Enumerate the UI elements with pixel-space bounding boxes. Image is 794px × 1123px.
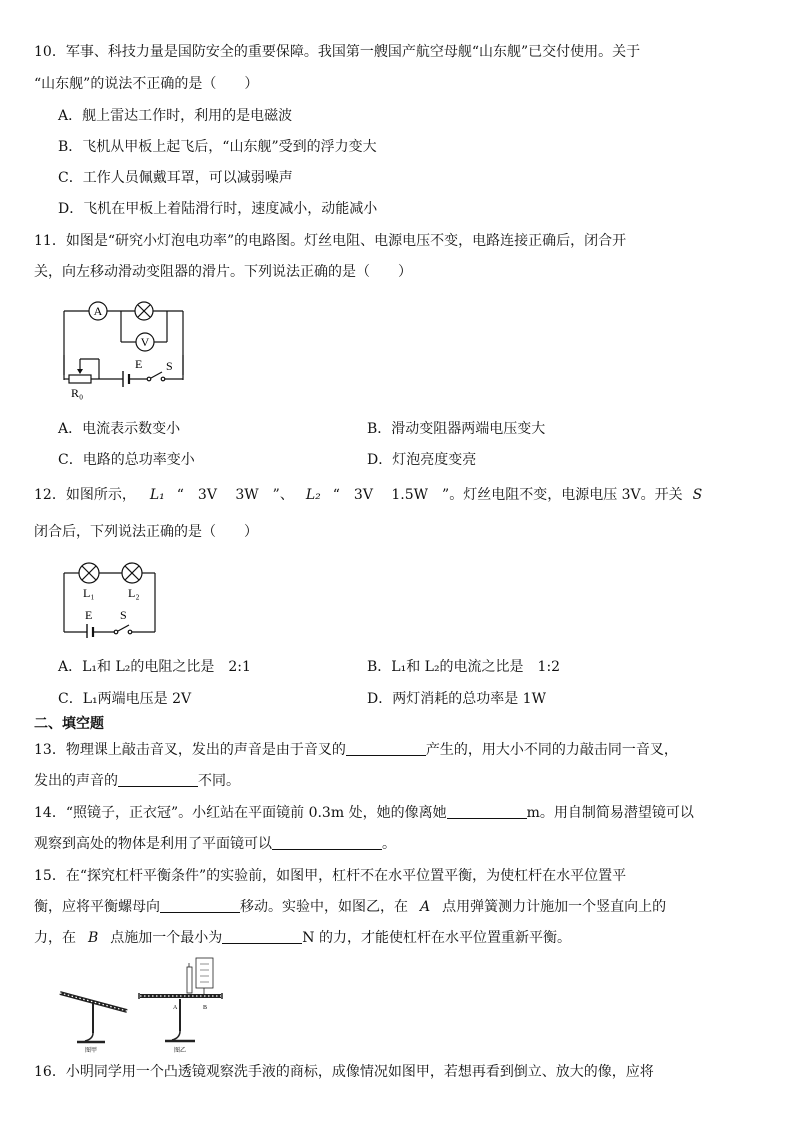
ammeter-label: A xyxy=(93,304,103,318)
q14-text-a: 14．“照镜子，正衣冠”。小红站在平面镜前 0.3m 处，她的像离她 xyxy=(34,805,447,821)
q15-text-c: 移动。实验中，如图乙，在 xyxy=(240,899,408,915)
q10-option-c: C．工作人员佩戴耳罩，可以减弱噪声 xyxy=(58,170,293,186)
q13-blank-1[interactable] xyxy=(346,741,426,756)
q12-stem-line1 xyxy=(34,485,702,505)
switch-label: S xyxy=(120,608,127,622)
q14-text-d: 。 xyxy=(382,836,396,852)
q10-option-b: B．飞机从甲板上起飞后，“山东舰”受到的浮力变大 xyxy=(58,139,377,155)
q13-text-c: 发出的声音的 xyxy=(34,773,118,789)
q15-stem-line2 xyxy=(34,897,666,917)
q15-stem-line3 xyxy=(34,928,571,948)
lamp1-label: L₁ xyxy=(83,586,95,600)
q15-text-g: N 的力，才能使杠杆在水平位置重新平衡。 xyxy=(302,930,571,946)
q15-stem-line1: 15．在“探究杠杆平衡条件”的实验前，如图甲，杠杆不在水平位置平衡，为使杠杆在水平位置平 xyxy=(34,868,627,884)
q15-blank-2[interactable] xyxy=(222,929,302,944)
lever-point-a: A xyxy=(173,1005,178,1011)
q14-blank-1[interactable] xyxy=(447,804,527,819)
q15-text-e: 力，在 xyxy=(34,930,76,946)
q15-lever-figures xyxy=(55,955,235,1055)
q14-text-c: 观察到高处的物体是利用了平面镜可以 xyxy=(34,836,272,852)
q15-text-b: 衡，应将平衡螺母向 xyxy=(34,899,160,915)
switch-label: S xyxy=(166,359,173,373)
rheostat-label: R₀ xyxy=(71,386,84,400)
lever-horizontal xyxy=(139,958,222,1041)
q11-circuit-diagram-lower xyxy=(55,355,195,400)
q11-stem-line2: 关，向左移动滑动变阻器的滑片。下列说法正确的是（ ） xyxy=(34,264,412,280)
q12-switch-name: S xyxy=(692,487,703,503)
fig-label-jia: 图甲 xyxy=(85,1048,98,1054)
q13-text-d: 不同。 xyxy=(198,773,240,789)
q10-stem-line1: 10．军事、科技力量是国防安全的重要保障。我国第一艘国产航空母舰“山东舰”已交付使用。关于 xyxy=(34,44,641,60)
q15-text-f: 点施加一个最小为 xyxy=(110,930,223,946)
lever-tilted xyxy=(60,993,127,1042)
q12-lamp2-name: L₂ xyxy=(305,487,321,503)
q14-blank-2[interactable] xyxy=(272,835,382,850)
q15-blank-1[interactable] xyxy=(160,898,240,913)
q11-option-d: D．灯泡亮度变亮 xyxy=(367,452,477,468)
q14-stem-line2 xyxy=(34,834,396,854)
q13-stem-line1 xyxy=(34,740,678,760)
q15-text-d: 点用弹簧测力计施加一个竖直向上的 xyxy=(442,899,667,915)
lamp2-label: L₂ xyxy=(128,586,140,600)
q12-lamp1-spec: “ 3V 3W ”、 xyxy=(176,487,294,503)
q11-option-a: A．电流表示数变小 xyxy=(58,421,181,437)
q11-stem-line1: 11．如图是“研究小灯泡电功率”的电路图。灯丝电阻、电源电压不变，电路连接正确后，闭合开 xyxy=(34,233,627,249)
q12-option-d: D．两灯消耗的总功率是 1W xyxy=(367,691,546,707)
section-heading: 二、填空题 xyxy=(34,716,104,732)
q12-option-c: C．L₁两端电压是 2V xyxy=(58,691,192,707)
q12-stem-line2: 闭合后，下列说法正确的是（ ） xyxy=(34,524,258,540)
q12-lamp1-name: L₁ xyxy=(149,487,165,503)
q10-stem-line2: “山东舰”的说法不正确的是（ ） xyxy=(34,76,259,92)
q10-option-d: D．飞机在甲板上着陆滑行时，速度减小，动能减小 xyxy=(58,201,378,217)
q11-option-c: C．电路的总功率变小 xyxy=(58,452,195,468)
q15-point-a: A xyxy=(420,899,431,915)
fig-label-yi: 图乙 xyxy=(174,1048,187,1054)
rheostat-symbol xyxy=(69,375,91,383)
q13-text-a: 13．物理课上敲击音叉，发出的声音是由于音叉的 xyxy=(34,742,346,758)
q13-blank-2[interactable] xyxy=(118,772,198,787)
q11-option-b: B．滑动变阻器两端电压变大 xyxy=(367,421,546,437)
q15-point-b: B xyxy=(88,930,99,946)
q12-circuit-diagram xyxy=(58,560,163,638)
q12-option-a: A．L₁和 L₂的电阻之比是 2:1 xyxy=(58,659,251,675)
battery-label: E xyxy=(85,608,93,622)
lever-point-b: B xyxy=(203,1005,208,1011)
q13-text-b: 产生的，用大小不同的力敲击同一音叉， xyxy=(425,742,678,758)
q12-intro: 12．如图所示， xyxy=(34,487,136,503)
q12-option-b: B．L₁和 L₂的电流之比是 1:2 xyxy=(367,659,561,675)
battery-label: E xyxy=(135,357,143,371)
q14-text-b: m。用自制简易潜望镜可以 xyxy=(526,805,694,821)
voltmeter-label: V xyxy=(140,335,150,349)
q14-stem-line1 xyxy=(34,803,694,823)
q12-lamp2-spec: “ 3V 1.5W ”。灯丝电阻不变，电源电压 3V。开关 xyxy=(332,487,683,503)
q10-option-a: A．舰上雷达工作时，利用的是电磁波 xyxy=(58,108,293,124)
q16-stem-line1: 16．小明同学用一个凸透镜观察洗手液的商标，成像情况如图甲，若想再看到倒立、放大的像，应将 xyxy=(34,1064,654,1080)
q13-stem-line2 xyxy=(34,771,240,791)
